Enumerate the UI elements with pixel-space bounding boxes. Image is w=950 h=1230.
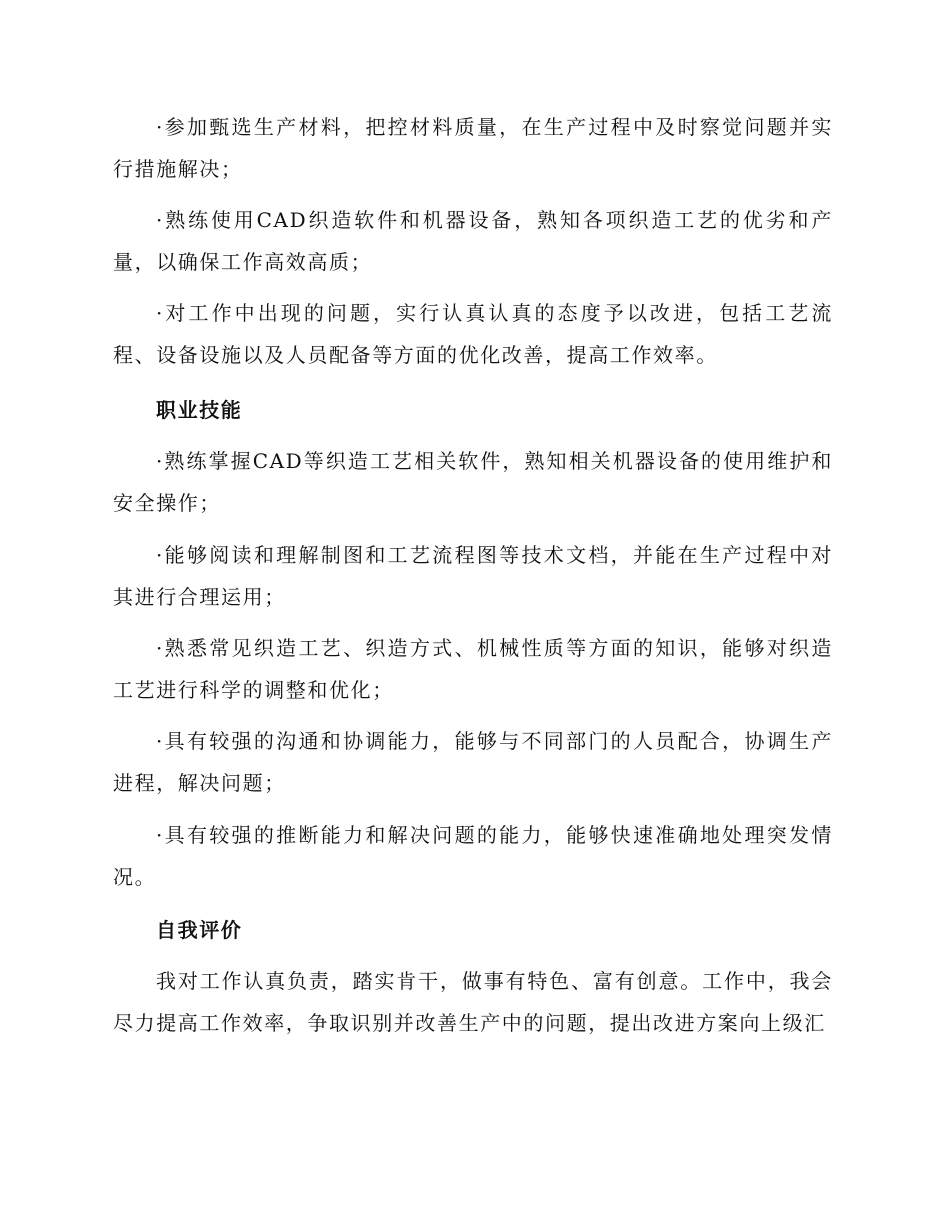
skills-heading: 职业技能 [156, 398, 243, 422]
skill-item: ·熟练掌握CAD等织造工艺相关软件，熟知相关机器设备的使用维护和安全操作； [113, 449, 833, 515]
skill-item: ·熟悉常见织造工艺、织造方式、机械性质等方面的知识，能够对织造工艺进行科学的调整和优化； [113, 636, 833, 702]
skill-item: ·具有较强的沟通和协调能力，能够与不同部门的人员配合，协调生产进程，解决问题； [113, 729, 833, 795]
self-evaluation-heading: 自我评价 [156, 918, 243, 942]
duty-item: ·参加甄选生产材料，把控材料质量，在生产过程中及时察觉问题并实行措施解决； [113, 115, 833, 181]
skill-item: ·能够阅读和理解制图和工艺流程图等技术文档，并能在生产过程中对其进行合理运用； [113, 543, 833, 609]
duty-item: ·熟练使用CAD织造软件和机器设备，熟知各项织造工艺的优劣和产量，以确保工作高效高质； [113, 208, 833, 274]
duty-item: ·对工作中出现的问题，实行认真认真的态度予以改进，包括工艺流程、设备设施以及人员配备等方面的优化改善，提高工作效率。 [113, 301, 833, 367]
self-evaluation-text: 我对工作认真负责，踏实肯干，做事有特色、富有创意。工作中，我会尽力提高工作效率，争取识别并改善生产中的问题，提出改进方案向上级汇 [113, 969, 833, 1035]
skill-item: ·具有较强的推断能力和解决问题的能力，能够快速准确地处理突发情况。 [113, 823, 833, 889]
